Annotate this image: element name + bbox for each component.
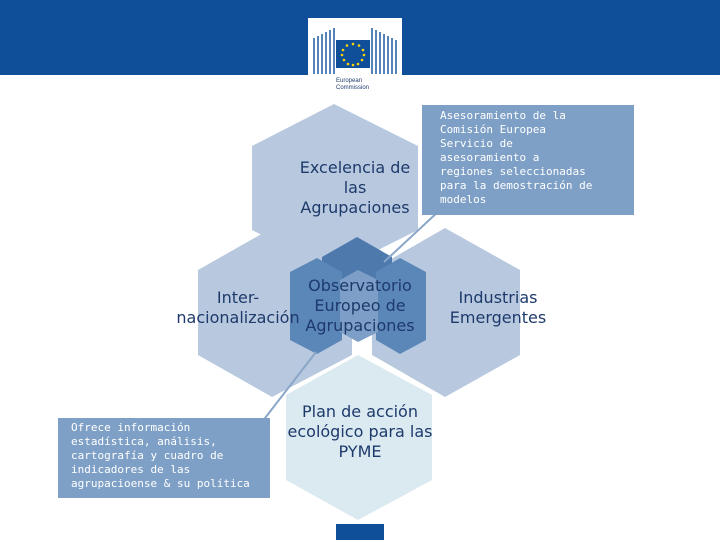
hexagon-left-line-1: Inter-: [216, 288, 260, 307]
hexagon-bottom-label: [276, 402, 444, 462]
callout-top-right-line-5: regiones seleccionadas: [440, 165, 586, 178]
logo-caption: [336, 78, 369, 92]
hexagon-left-label: [168, 288, 308, 328]
hexagon-center-label: [290, 276, 430, 336]
hexagon-center-line-1: Observatorio: [308, 276, 412, 295]
hexagon-right-label: [436, 288, 560, 328]
callout-top-right-line-3: Servicio de: [440, 137, 513, 150]
hexagon-bottom-line-2: ecológico para las: [287, 422, 433, 441]
callout-bottom-left-line-4: indicadores de las: [71, 463, 191, 476]
footer-tab: [336, 524, 384, 540]
callout-top-right-line-6: para la demostración de: [440, 179, 593, 192]
hexagon-top-line-2: las: [343, 178, 367, 197]
callout-bottom-left-line-2: estadística, análisis,: [71, 435, 217, 448]
callout-top-right-line-7: modelos: [440, 193, 487, 206]
hexagon-top-line-1: Excelencia de: [299, 158, 411, 177]
hexagon-right-line-2: Emergentes: [449, 308, 547, 327]
callout-top-right-line-1: Asesoramiento de la: [440, 109, 566, 122]
hexagon-center-line-3: Agrupaciones: [305, 316, 415, 335]
hexagon-top-line-3: Agrupaciones: [300, 198, 410, 217]
callout-bottom-left-line-1: Ofrece información: [71, 421, 191, 434]
callout-bottom-left: [58, 418, 270, 498]
callout-top-right: [422, 105, 634, 215]
logo-line-2: Commission: [336, 85, 370, 91]
hexagon-top-label: [282, 158, 428, 218]
callout-bottom-left-line-5: agrupacioense & su política: [71, 477, 250, 490]
hexagon-bottom-line-1: Plan de acción: [302, 402, 418, 421]
callout-bottom-left-line-3: cartografía y cuadro de: [71, 449, 224, 462]
logo-line-1: European: [336, 78, 363, 84]
hexagon-bottom-line-3: PYME: [338, 442, 382, 461]
eu-flag-icon: [308, 18, 402, 78]
callout-top-right-line-2: Comisión Europea: [440, 123, 546, 136]
european-commission-logo: [308, 18, 402, 100]
callout-top-right-line-4: asesoramiento a: [440, 151, 540, 164]
hexagon-right-line-1: Industrias: [458, 288, 538, 307]
hexagon-center-line-2: Europeo de: [314, 296, 406, 315]
hexagon-left-line-2: nacionalización: [176, 308, 300, 327]
